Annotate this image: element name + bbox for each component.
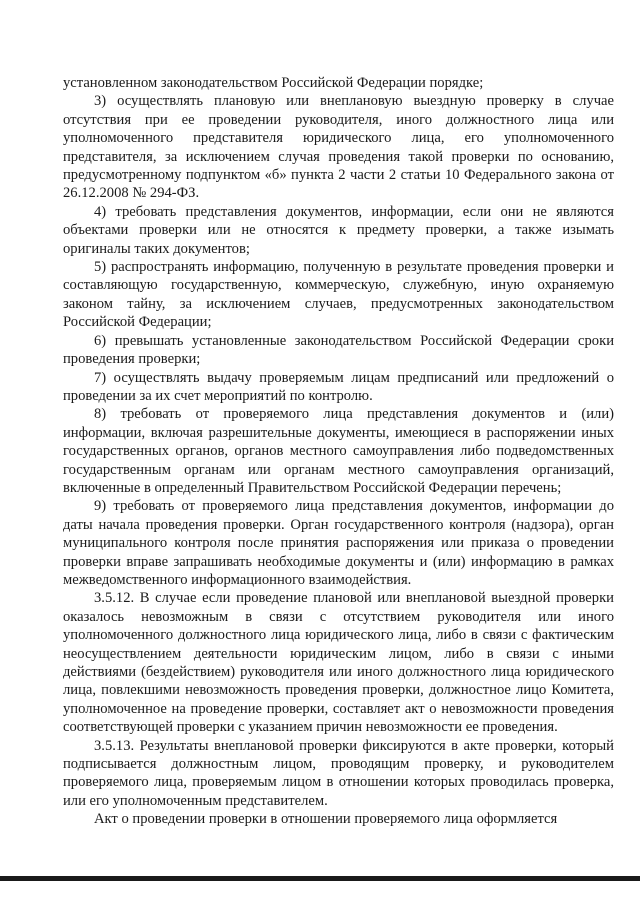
paragraph-item-4: 4) требовать представления документов, информации, если они не являются объектами проверки или не относятся к предмету проверки, а также изымать оригиналы таких документов; [63, 203, 614, 257]
document-body [63, 74, 614, 829]
paragraph-item-3: 3) осуществлять плановую или внеплановую выездную проверку в случае отсутствия при ее проведении руководителя, иного должностного лица или уполномоченного представителя юридического лица, его уполномоченного представителя, за исключением случая проведения такой проверки по основанию, предусмотренному подпунктом «б» пункта 2 части 2 статьи 10 Федерального закона от 26.12.2008 № 294-ФЗ. [63, 93, 614, 202]
bottom-scan-border [0, 876, 640, 881]
paragraph-act-start: Акт о проведении проверки в отношении проверяемого лица оформляется [94, 811, 558, 828]
paragraph-item-8: 8) требовать от проверяемого лица представления документов и (или) информации, включая разрешительные документы, имеющиеся в распоряжении иных государственных органов, органов местного самоуправления либо подведомственных государственным органам или органам местного самоуправления организаций, включенные в определенный Правительством Российской Федерации перечень; [63, 406, 614, 496]
paragraph-item-9: 9) требовать от проверяемого лица представления документов, информации до даты начала проведения проверки. Орган государственного контроля (надзора), орган муниципального контроля после принятия распоряжения или приказа о проведении проверки вправе запрашивать необходимые документы и (или) информацию в рамках межведомственного информационного взаимодействия. [63, 498, 614, 588]
paragraph-item-6: 6) превышать установленные законодательством Российской Федерации сроки проведения проверки; [63, 332, 614, 368]
paragraph-item-7: 7) осуществлять выдачу проверяемым лицам предписаний или предложений о проведении за их счет мероприятий по контролю. [63, 369, 614, 404]
paragraph-3-5-12: 3.5.12. В случае если проведение плановой или внеплановой выездной проверки оказалось невозможным в связи с отсутствием руководителя или иного уполномоченного должностного лица юридического лица, либо в связи с фактическим неосуществлением деятельности юридическим лицом, либо в связи с иными действиями (бездействием) руководителя или иного должностного лица юридического лица, повлекшими невозможность проведения проверки, должностное лицо Комитета, уполномоченное на проведение проверки, составляет акт о невозможности проведения соответствующей проверки с указанием причин невозможности ее проведения. [63, 590, 614, 736]
paragraph-item-5: 5) распространять информацию, полученную в результате проведения проверки и составляющую государственную, коммерческую, служебную, иную охраняемую законом тайну, за исключением случаев, предусмотренных законодательством Российской Федерации; [63, 259, 614, 331]
paragraph-continuation: установленном законодательством Российской Федерации порядке; [63, 75, 484, 91]
paragraph-3-5-13: 3.5.13. Результаты внеплановой проверки фиксируются в акте проверки, который подписывается должностным лицом, проводящим проверку, и руководителем проверяемого лица, проверяемым лицом в отношении которых проводилась проверка, или его уполномоченным представителем. [63, 737, 614, 809]
